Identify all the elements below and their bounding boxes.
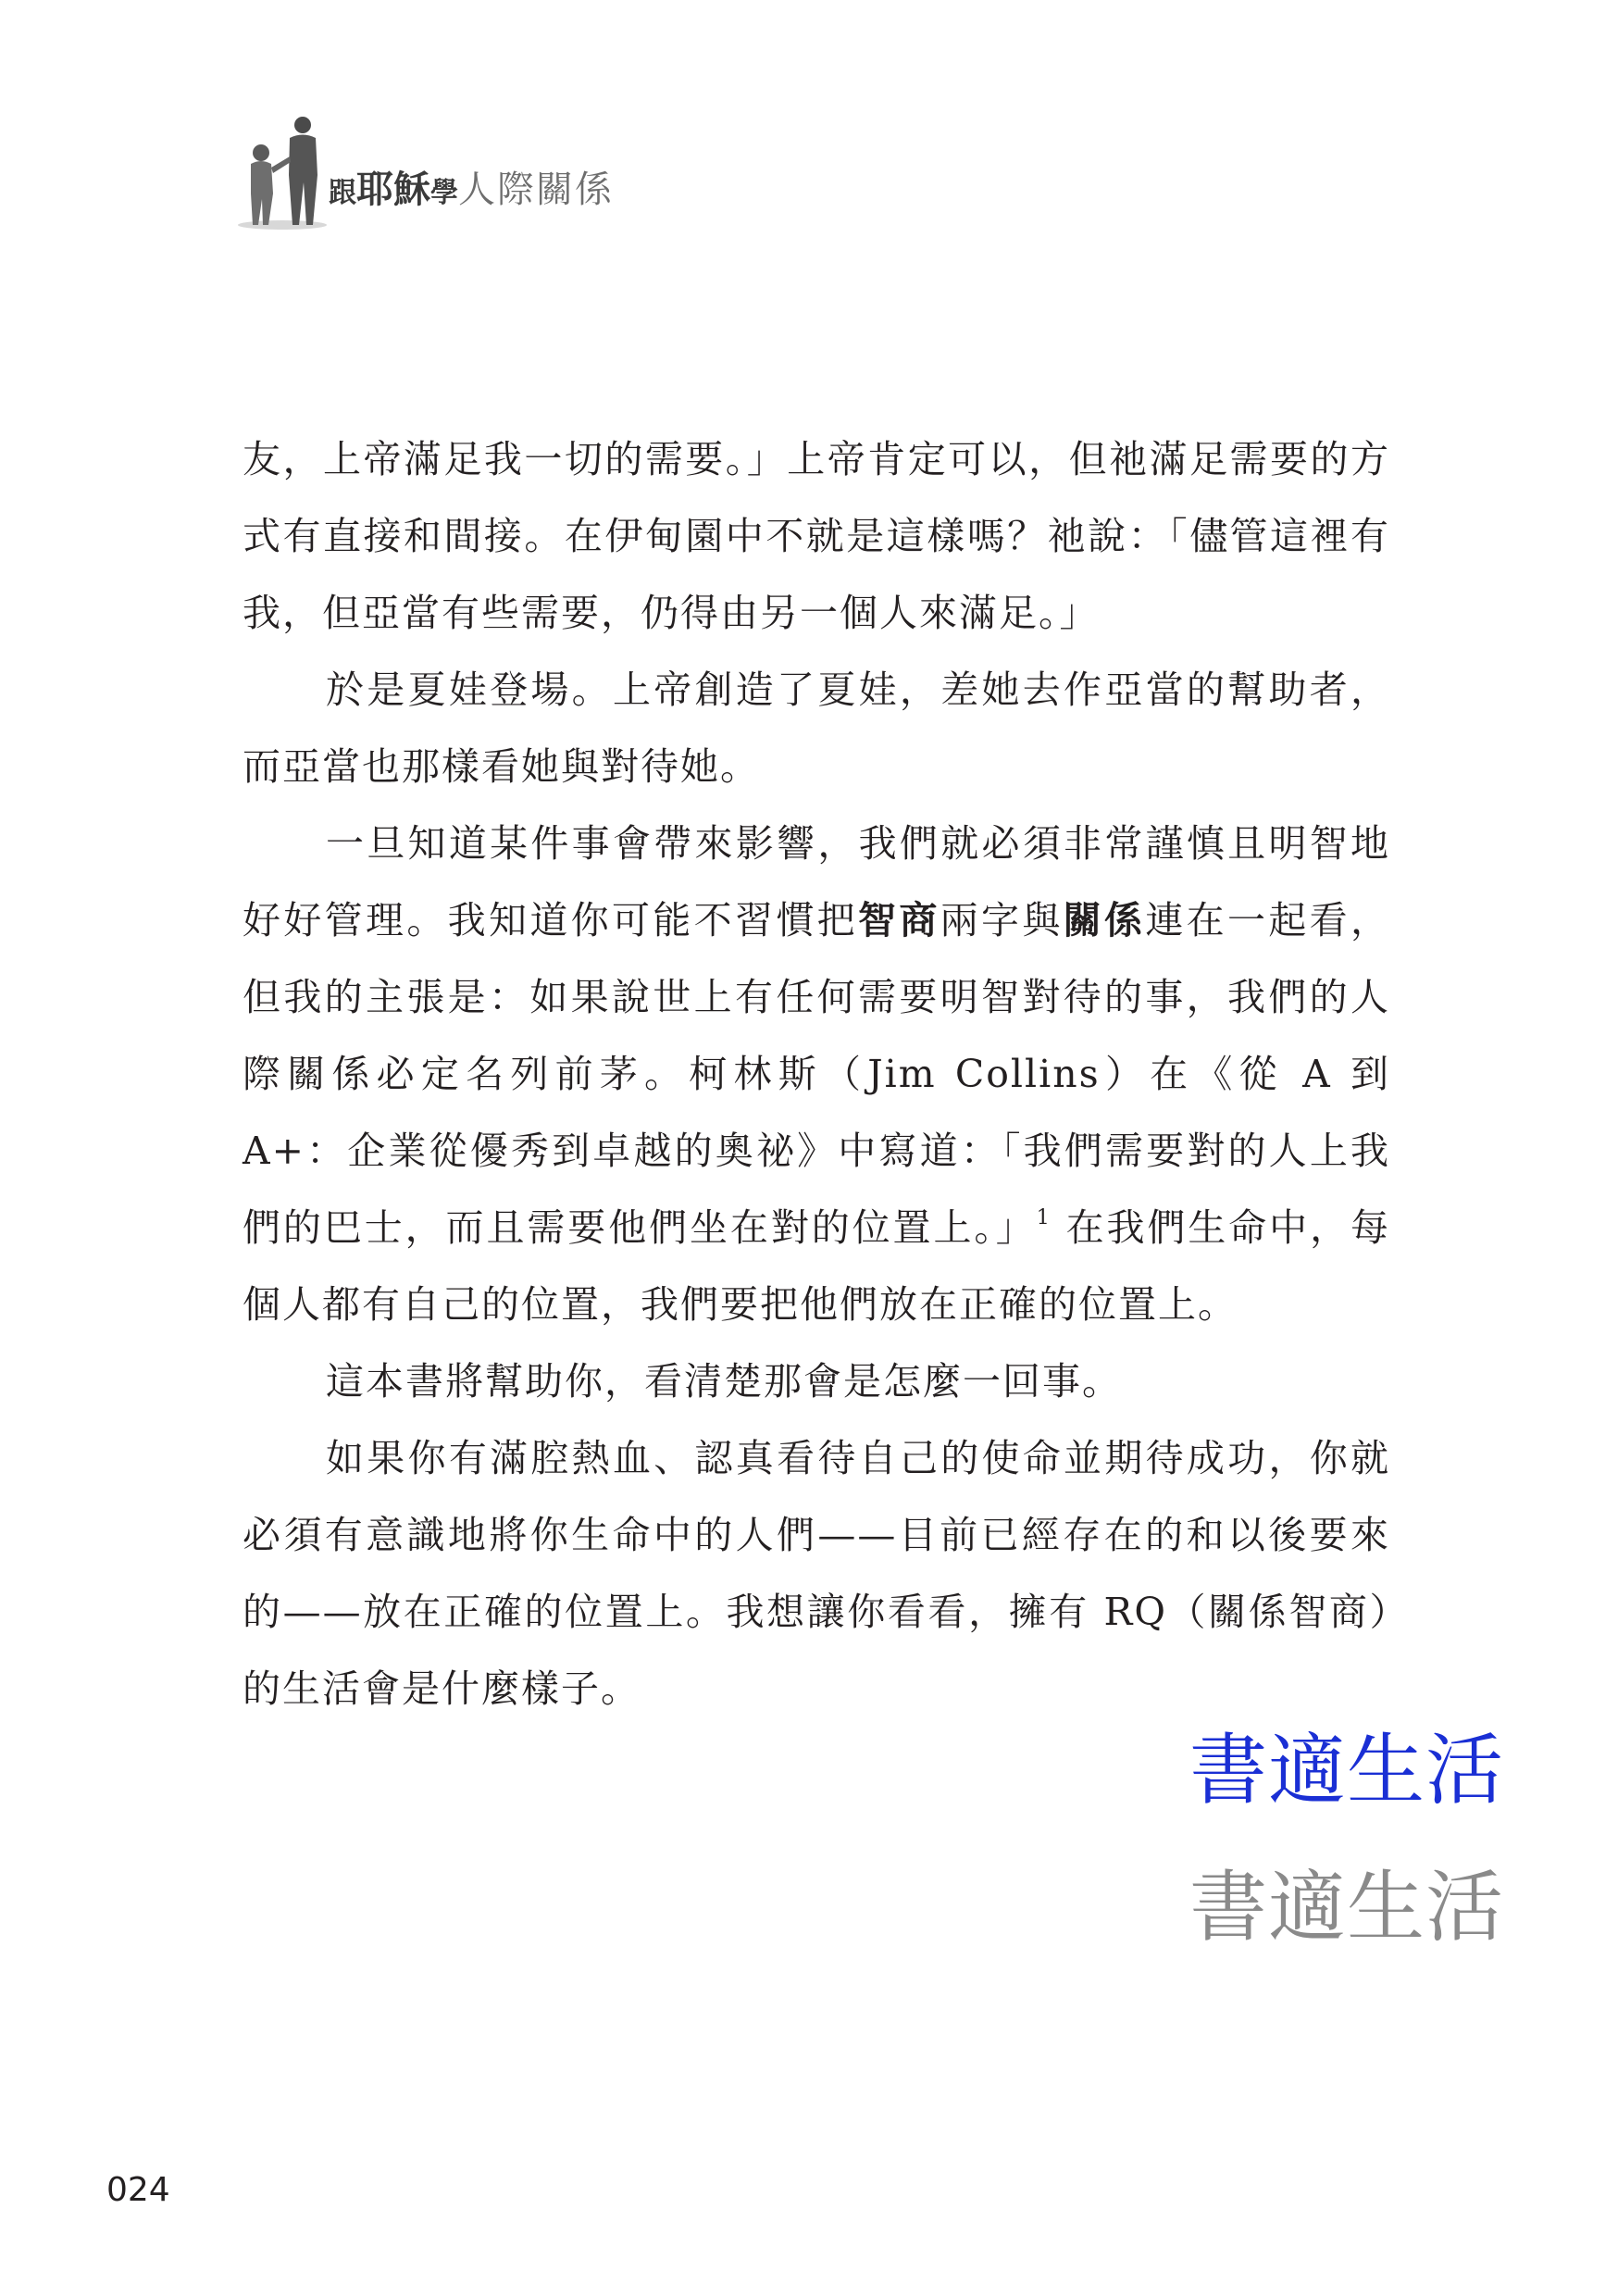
paragraph-1: 友，上帝滿足我一切的需要。」上帝肯定可以，但祂滿足需要的方式有直接和間接。在伊甸園中不就是這樣嗎？祂說：「儘管這裡有我，但亞當有些需要，仍得由另一個人來滿足。」 <box>243 437 1390 635</box>
title-part-1: 跟 <box>329 177 356 209</box>
watermark-gray: 書適生活 <box>1189 1862 1505 1953</box>
emphasis-relationship: 關係 <box>1063 898 1146 942</box>
paragraph-5: 如果你有滿腔熱血、認真看待自己的使命並期待成功，你就必須有意識地將你生命中的人們——目前已經存在的和以後要來的——放在正確的位置上。我想讓你看看，擁有 RQ（關係智商）的生活會是什麼樣子。 <box>243 1436 1390 1711</box>
paragraph-4: 這本書將幫助你，看清楚那會是怎麼一回事。 <box>326 1359 1122 1404</box>
page-number: 024 <box>106 2171 170 2209</box>
paragraph-2: 於是夏娃登場。上帝創造了夏娃，差她去作亞當的幫助者，而亞當也那樣看她與對待她。 <box>243 668 1390 789</box>
title-part-4: 人際關係 <box>458 168 614 211</box>
title-part-3: 學 <box>430 177 458 209</box>
footnote-marker[interactable]: 1 <box>1036 1206 1052 1229</box>
body-text <box>243 421 1390 1728</box>
paragraph-3-part-a: 一旦知道某件事會帶來影響，我們就必須非常謹慎且明智地好好管理。我知道你可能不習慣把 <box>243 821 1390 942</box>
paragraph-3-part-d: 在我們生命中，每個人都有自己的位置，我們要把他們放在正確的位置上。 <box>243 1205 1390 1327</box>
running-header <box>236 116 699 231</box>
paragraph-3-part-c: 連在一起看，但我的主張是：如果說世上有任何需要明智對待的事，我們的人際關係必定名列前茅。柯林斯（Jim Collins）在《從 A 到 A+：企業從優秀到卓越的奧祕》中寫道：「我們需要對的人上我們的巴士，而且需要他們坐在對的位置上。」 <box>243 898 1391 1250</box>
watermark-blue: 書適生活 <box>1189 1725 1505 1816</box>
paragraph-3 <box>243 805 1390 1343</box>
paragraph-3-part-b: 兩字與 <box>940 898 1064 942</box>
title-part-2: 耶穌 <box>356 168 430 211</box>
emphasis-iq: 智商 <box>858 898 940 942</box>
walking-figures-icon <box>236 116 329 231</box>
book-title <box>329 168 614 211</box>
